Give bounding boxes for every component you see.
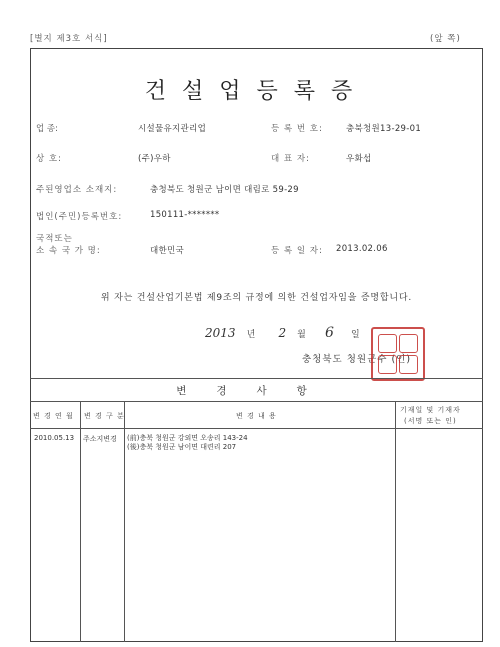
company-label: 상 호: <box>36 154 62 164</box>
col-header-signer-sub: (서명 또는 인) <box>404 417 457 425</box>
document-title: 건설업등록증 <box>144 79 369 104</box>
issue-month-unit: 월 <box>297 330 306 340</box>
col-header-content: 변 경 내 용 <box>236 412 277 420</box>
office-value: 충청북도 청원군 남이면 대림로 59-29 <box>150 185 299 195</box>
reg-no-value: 충북청원13-29-01 <box>346 124 422 134</box>
issue-month: 2 <box>278 326 287 340</box>
col-header-date: 변 경 연 월 <box>33 412 74 420</box>
reg-date-label: 등 록 일 자: <box>271 246 323 256</box>
changes-top-rule <box>30 378 483 379</box>
change-row-date: 2010.05.13 <box>34 434 75 442</box>
nationality-label-line2: 소 속 국 가 명: <box>36 246 101 256</box>
reg-no-label: 등 록 번 호: <box>271 124 323 134</box>
col-header-category: 변 경 구 분 <box>84 412 125 420</box>
issuer-name: 충청북도 청원군수 (인) <box>302 354 412 365</box>
representative-label: 대 표 자: <box>271 154 310 164</box>
issue-day: 6 <box>324 325 334 341</box>
company-value: (주)우하 <box>138 154 171 164</box>
certification-statement: 위 자는 건설산업기본법 제9조의 규정에 의한 건설업자임을 증명합니다. <box>100 293 413 303</box>
changes-title-rule <box>30 401 483 402</box>
nationality-value: 대한민국 <box>150 246 185 256</box>
change-row-category: 주소지변경 <box>83 435 117 443</box>
issue-year: 2013 <box>205 326 236 340</box>
issue-day-unit: 일 <box>350 330 360 340</box>
business-type-value: 시설물유지관리업 <box>138 124 207 134</box>
changes-header-rule <box>30 428 483 429</box>
change-row-content-before: (前)충북 청원군 강외면 오송리 143-24 <box>127 434 248 442</box>
col-divider-3 <box>395 401 396 642</box>
issue-date <box>205 322 360 341</box>
business-type-label-text: 업 종: <box>36 124 58 134</box>
official-seal <box>371 327 425 381</box>
changes-title: 변경사항 <box>176 385 337 397</box>
col-divider-2 <box>124 401 125 642</box>
change-row-content-after: (後)충북 청원군 남이면 대련리 207 <box>127 443 237 451</box>
nationality-label-line1: 국적또는 <box>36 234 73 244</box>
representative-value: 우화섭 <box>346 154 372 164</box>
col-header-signer: 기재일 및 기재자 <box>400 406 461 414</box>
issue-year-unit: 년 <box>246 330 256 340</box>
office-label: 주된영업소 소재지: <box>36 185 118 195</box>
reg-date-value: 2013.02.06 <box>336 244 388 254</box>
form-label: [별지 제3호 서식] <box>30 34 108 44</box>
corp-no-value: 150111-******* <box>150 210 220 220</box>
col-divider-1 <box>80 401 81 642</box>
page-side-label: (앞 쪽) <box>430 34 461 44</box>
corp-no-label: 법인(주민)등록번호: <box>36 212 123 222</box>
